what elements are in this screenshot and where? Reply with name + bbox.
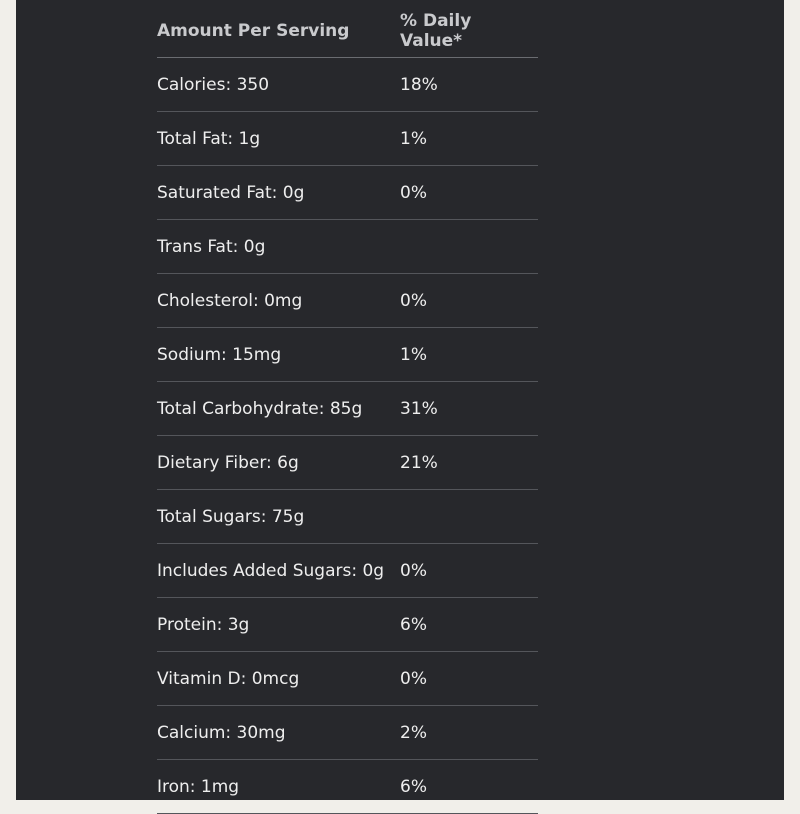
- nutrient-daily-value: 18%: [400, 74, 438, 95]
- table-header: [157, 4, 538, 58]
- table-row-cholesterol: [157, 274, 538, 328]
- nutrition-table: [157, 4, 538, 814]
- nutrient-daily-value: 1%: [400, 128, 427, 149]
- table-row-total-carbohydrate: [157, 382, 538, 436]
- nutrient-daily-value: 6%: [400, 776, 427, 797]
- table-row-dietary-fiber: [157, 436, 538, 490]
- table-row-protein: [157, 598, 538, 652]
- table-row-saturated-fat: [157, 166, 538, 220]
- header-daily-value: % Daily Value*: [400, 10, 472, 51]
- header-amount-per-serving: Amount Per Serving: [157, 20, 350, 41]
- nutrient-name: Trans Fat: 0g: [157, 236, 266, 257]
- nutrition-panel: [16, 0, 784, 800]
- nutrient-daily-value: 6%: [400, 614, 427, 635]
- table-row-trans-fat: [157, 220, 538, 274]
- nutrient-daily-value: 2%: [400, 722, 427, 743]
- nutrient-name: Protein: 3g: [157, 614, 250, 635]
- nutrient-daily-value: 31%: [400, 398, 438, 419]
- nutrient-name: Vitamin D: 0mcg: [157, 668, 300, 689]
- table-row-iron: [157, 760, 538, 814]
- nutrient-name: Sodium: 15mg: [157, 344, 282, 365]
- nutrient-name: Iron: 1mg: [157, 776, 240, 797]
- nutrient-daily-value: 0%: [400, 560, 427, 581]
- nutrient-daily-value: 21%: [400, 452, 438, 473]
- nutrient-name: Total Carbohydrate: 85g: [157, 398, 363, 419]
- table-row-total-fat: [157, 112, 538, 166]
- table-row-calories: [157, 58, 538, 112]
- nutrient-name: Calcium: 30mg: [157, 722, 286, 743]
- nutrient-name: Total Sugars: 75g: [157, 506, 305, 527]
- nutrient-daily-value: 0%: [400, 290, 427, 311]
- nutrient-name: Cholesterol: 0mg: [157, 290, 303, 311]
- nutrient-daily-value: 1%: [400, 344, 427, 365]
- nutrient-name: Dietary Fiber: 6g: [157, 452, 299, 473]
- table-row-calcium: [157, 706, 538, 760]
- table-row-vitamin-d: [157, 652, 538, 706]
- nutrient-name: Calories: 350: [157, 74, 270, 95]
- table-row-sodium: [157, 328, 538, 382]
- table-row-total-sugars: [157, 490, 538, 544]
- nutrient-name: Saturated Fat: 0g: [157, 182, 305, 203]
- nutrient-name: Total Fat: 1g: [157, 128, 261, 149]
- table-row-added-sugars: [157, 544, 538, 598]
- nutrient-name: Includes Added Sugars: 0g: [157, 560, 385, 581]
- nutrient-daily-value: 0%: [400, 668, 427, 689]
- nutrient-daily-value: 0%: [400, 182, 427, 203]
